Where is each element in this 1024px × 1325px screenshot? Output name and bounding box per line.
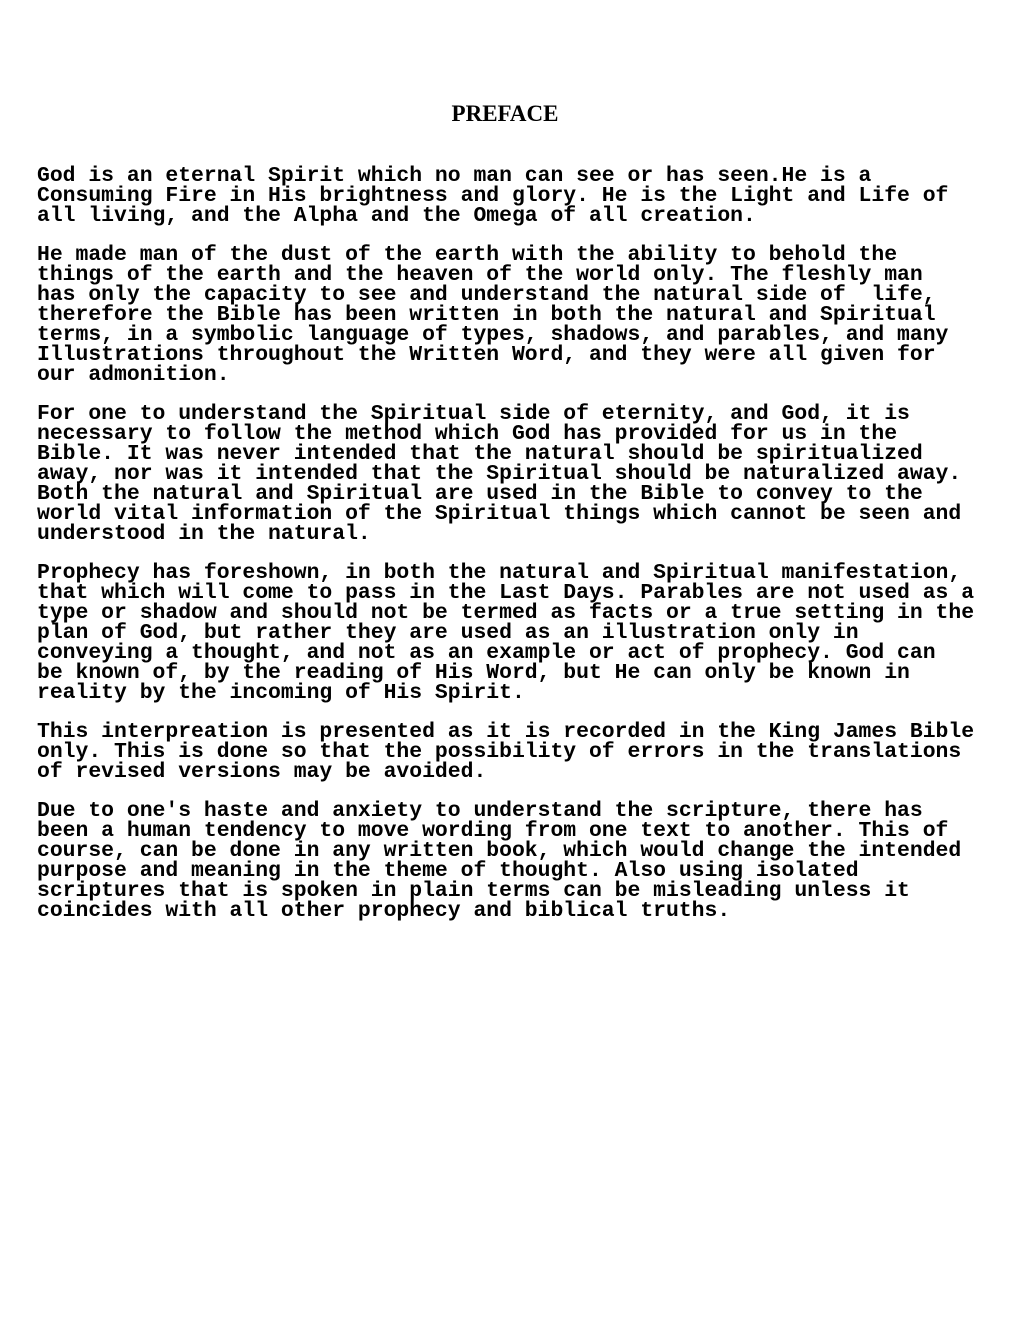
text-line: away, nor was it intended that the Spiritual should be naturalized away. [37,461,962,486]
text-line: God is an eternal Spirit which no man can see or has seen.He is a [37,164,872,188]
text-line: has only the capacity to see and understand the natural side of life, [37,283,936,308]
text-line: plan of God, but rather they are used as an illustration only in [37,620,859,645]
text-line: Prophecy has foreshown, in both the natural and Spiritual manifestation, [37,561,962,586]
text-line: Consuming Fire in His brightness and glory. He is the Light and Life of [37,183,949,208]
text-line: been a human tendency to move wording from one text to another. This of [37,819,949,844]
paragraph [37,720,1012,784]
paragraph [37,243,1012,387]
text-line: only. This is done so that the possibility of errors in the translations [37,740,962,765]
text-line: reality by the incoming of His Spirit. [37,680,525,705]
text-line: coincides with all other prophecy and biblical truths. [37,898,731,923]
text-line: be known of, by the reading of His Word, but He can only be known in [37,660,910,685]
text-line: purpose and meaning in the theme of thought. Also using isolated [37,859,859,884]
text-line: that which will come to pass in the Last Days. Parables are not used as a [37,581,975,606]
page-title: PREFACE [451,101,559,126]
text-line: scriptures that is spoken in plain terms can be misleading unless it [37,879,910,904]
text-line: of revised versions may be avoided. [37,759,487,784]
paragraph [37,561,1012,705]
text-line: conveying a thought, and not as an example or act of prophecy. God can [37,640,936,665]
text-line: course, can be done in any written book, which would change the intended [37,839,962,864]
text-line: necessary to follow the method which God has provided for us in the [37,422,898,447]
text-line: world vital information of the Spiritual things which cannot be seen and [37,501,962,526]
text-line: our admonition. [37,362,230,387]
text-line: all living, and the Alpha and the Omega of all creation. [37,203,756,228]
paragraph [37,799,1012,923]
text-line: Illustrations throughout the Written Word, and they were all given for [37,342,936,367]
text-line: Bible. It was never intended that the natural should be spiritualized [37,442,923,467]
text-line: understood in the natural. [37,521,371,546]
paragraph [37,402,1012,546]
text-line: things of the earth and the heaven of the world only. The fleshly man [37,263,923,288]
document-body [37,164,1012,941]
text-line: Both the natural and Spiritual are used in the Bible to convey to the [37,481,923,506]
paragraph [37,164,1012,228]
text-line: He made man of the dust of the earth with the ability to behold the [37,243,898,268]
text-line: type or shadow and should not be termed as facts or a true setting in the [37,601,975,625]
text-line: terms, in a symbolic language of types, shadows, and parables, and many [37,322,949,347]
text-line: This interpreation is presented as it is recorded in the King James Bible [37,720,975,745]
text-line: therefore the Bible has been written in both the natural and Spiritual [37,303,936,328]
text-line: For one to understand the Spiritual side of eternity, and God, it is [37,402,910,427]
text-line: Due to one's haste and anxiety to understand the scripture, there has [37,799,923,824]
